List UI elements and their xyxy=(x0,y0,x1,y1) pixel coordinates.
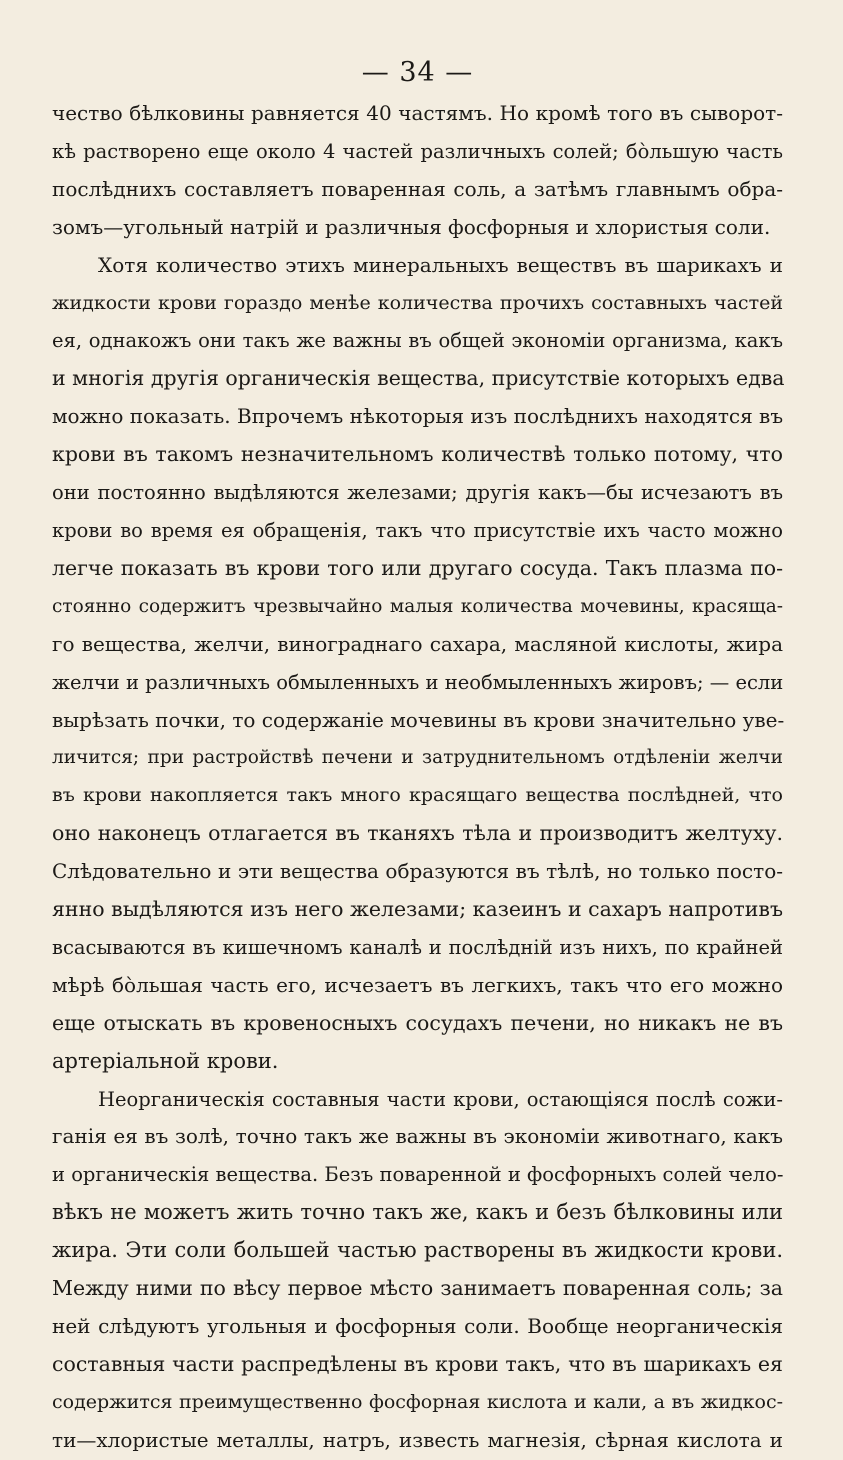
paragraph-start-line: Хотя количество этихъ минеральныхъ веществъ въ шарикахъ и xyxy=(98,252,783,277)
text-line: ти—хлористые металлы, натръ, известь магнезія, сѣрная кислота и xyxy=(52,1427,783,1452)
text-line: ея, однакожъ они такъ же важны въ общей экономіи организма, какъ xyxy=(52,329,783,353)
text-line: оно наконецъ отлагается въ тканяхъ тѣла и производитъ желтуху. xyxy=(52,821,783,846)
text-line: послѣднихъ составляетъ поваренная соль, а затѣмъ главнымъ обра- xyxy=(52,176,783,201)
text-line: вырѣзать почки, то содержаніе мочевины въ крови значительно уве- xyxy=(52,707,785,732)
text-line: жидкости крови гораздо менѣе количества прочихъ составныхъ частей xyxy=(52,291,783,314)
text-line: составныя части распредѣлены въ крови такъ, что въ шарикахъ ея xyxy=(52,1351,783,1376)
text-line: вѣкъ не можетъ жить точно такъ же, какъ и безъ бѣлковины или xyxy=(52,1200,783,1225)
text-line: Слѣдовательно и эти вещества образуются въ тѣлѣ, но только посто- xyxy=(52,859,783,884)
text-line: желчи и различныхъ обмыленныхъ и необмыленныхъ жировъ; — если xyxy=(52,670,784,694)
text-line: ганія ея въ золѣ, точно такъ же важны въ экономіи животнаго, какъ xyxy=(52,1124,783,1149)
text-line: крови въ такомъ незначительномъ количествѣ только потому, что xyxy=(52,442,783,467)
text-line: содержится преимущественно фосфорная кислота и кали, а въ жидкос- xyxy=(52,1390,783,1413)
body-text xyxy=(52,95,783,1460)
text-line: личится; при растройствѣ печени и затруднительномъ отдѣленіи желчи xyxy=(52,747,783,769)
text-line: всасываются въ кишечномъ каналѣ и послѣдній изъ нихъ, по крайней xyxy=(52,935,783,959)
text-line: янно выдѣляются изъ него железами; казеинъ и сахаръ напротивъ xyxy=(52,897,783,922)
text-line: и органическія вещества. Безъ поваренной и фосфорныхъ солей чело- xyxy=(52,1163,784,1187)
paragraph-start-line: Неорганическія составныя части крови, остающіяся послѣ сожи- xyxy=(98,1087,783,1111)
text-line: кѣ растворено еще около 4 частей различныхъ солей; бо̀льшую часть xyxy=(52,139,783,163)
text-line: зомъ—угольный натрій и различныя фосфорныя и хлористыя соли. xyxy=(52,214,771,239)
text-line: ней слѣдуютъ угольныя и фосфорныя соли. Вообще неорганическія xyxy=(52,1314,783,1338)
text-line: артеріальной крови. xyxy=(52,1048,279,1073)
text-line: легче показать въ крови того или другаго сосуда. Такъ плазма по- xyxy=(52,555,783,580)
text-line: стоянно содержитъ чрезвычайно малыя количества мочевины, красяща- xyxy=(52,595,783,617)
text-line: чество бѣлковины равняется 40 частямъ. Но кромѣ того въ сыворот- xyxy=(52,101,783,125)
text-line: жира. Эти соли большей частью растворены въ жидкости крови. xyxy=(52,1238,783,1263)
page-number: — 34 — xyxy=(361,57,474,88)
text-line: еще отыскать въ кровеносныхъ сосудахъ печени, но никакъ не въ xyxy=(52,1010,783,1035)
text-line: въ крови накопляется такъ много красящаго вещества послѣдней, что xyxy=(52,784,783,807)
text-line: и многія другія органическія вещества, присутствіе которыхъ едва xyxy=(52,366,785,391)
text-line: Между ними по вѣсу первое мѣсто занимаетъ поваренная соль; за xyxy=(52,1276,783,1301)
text-line: крови во время ея обращенія, такъ что присутствіе ихъ часто можно xyxy=(52,518,783,542)
text-line: они постоянно выдѣляются железами; другія какъ—бы исчезаютъ въ xyxy=(52,481,783,505)
text-line: мѣрѣ бо̀льшая часть его, исчезаетъ въ легкихъ, такъ что его можно xyxy=(52,972,783,997)
text-line: можно показать. Впрочемъ нѣкоторыя изъ послѣднихъ находятся въ xyxy=(52,404,784,429)
text-line: го вещества, желчи, винограднаго сахара, масляной кислоты, жира xyxy=(52,631,783,656)
